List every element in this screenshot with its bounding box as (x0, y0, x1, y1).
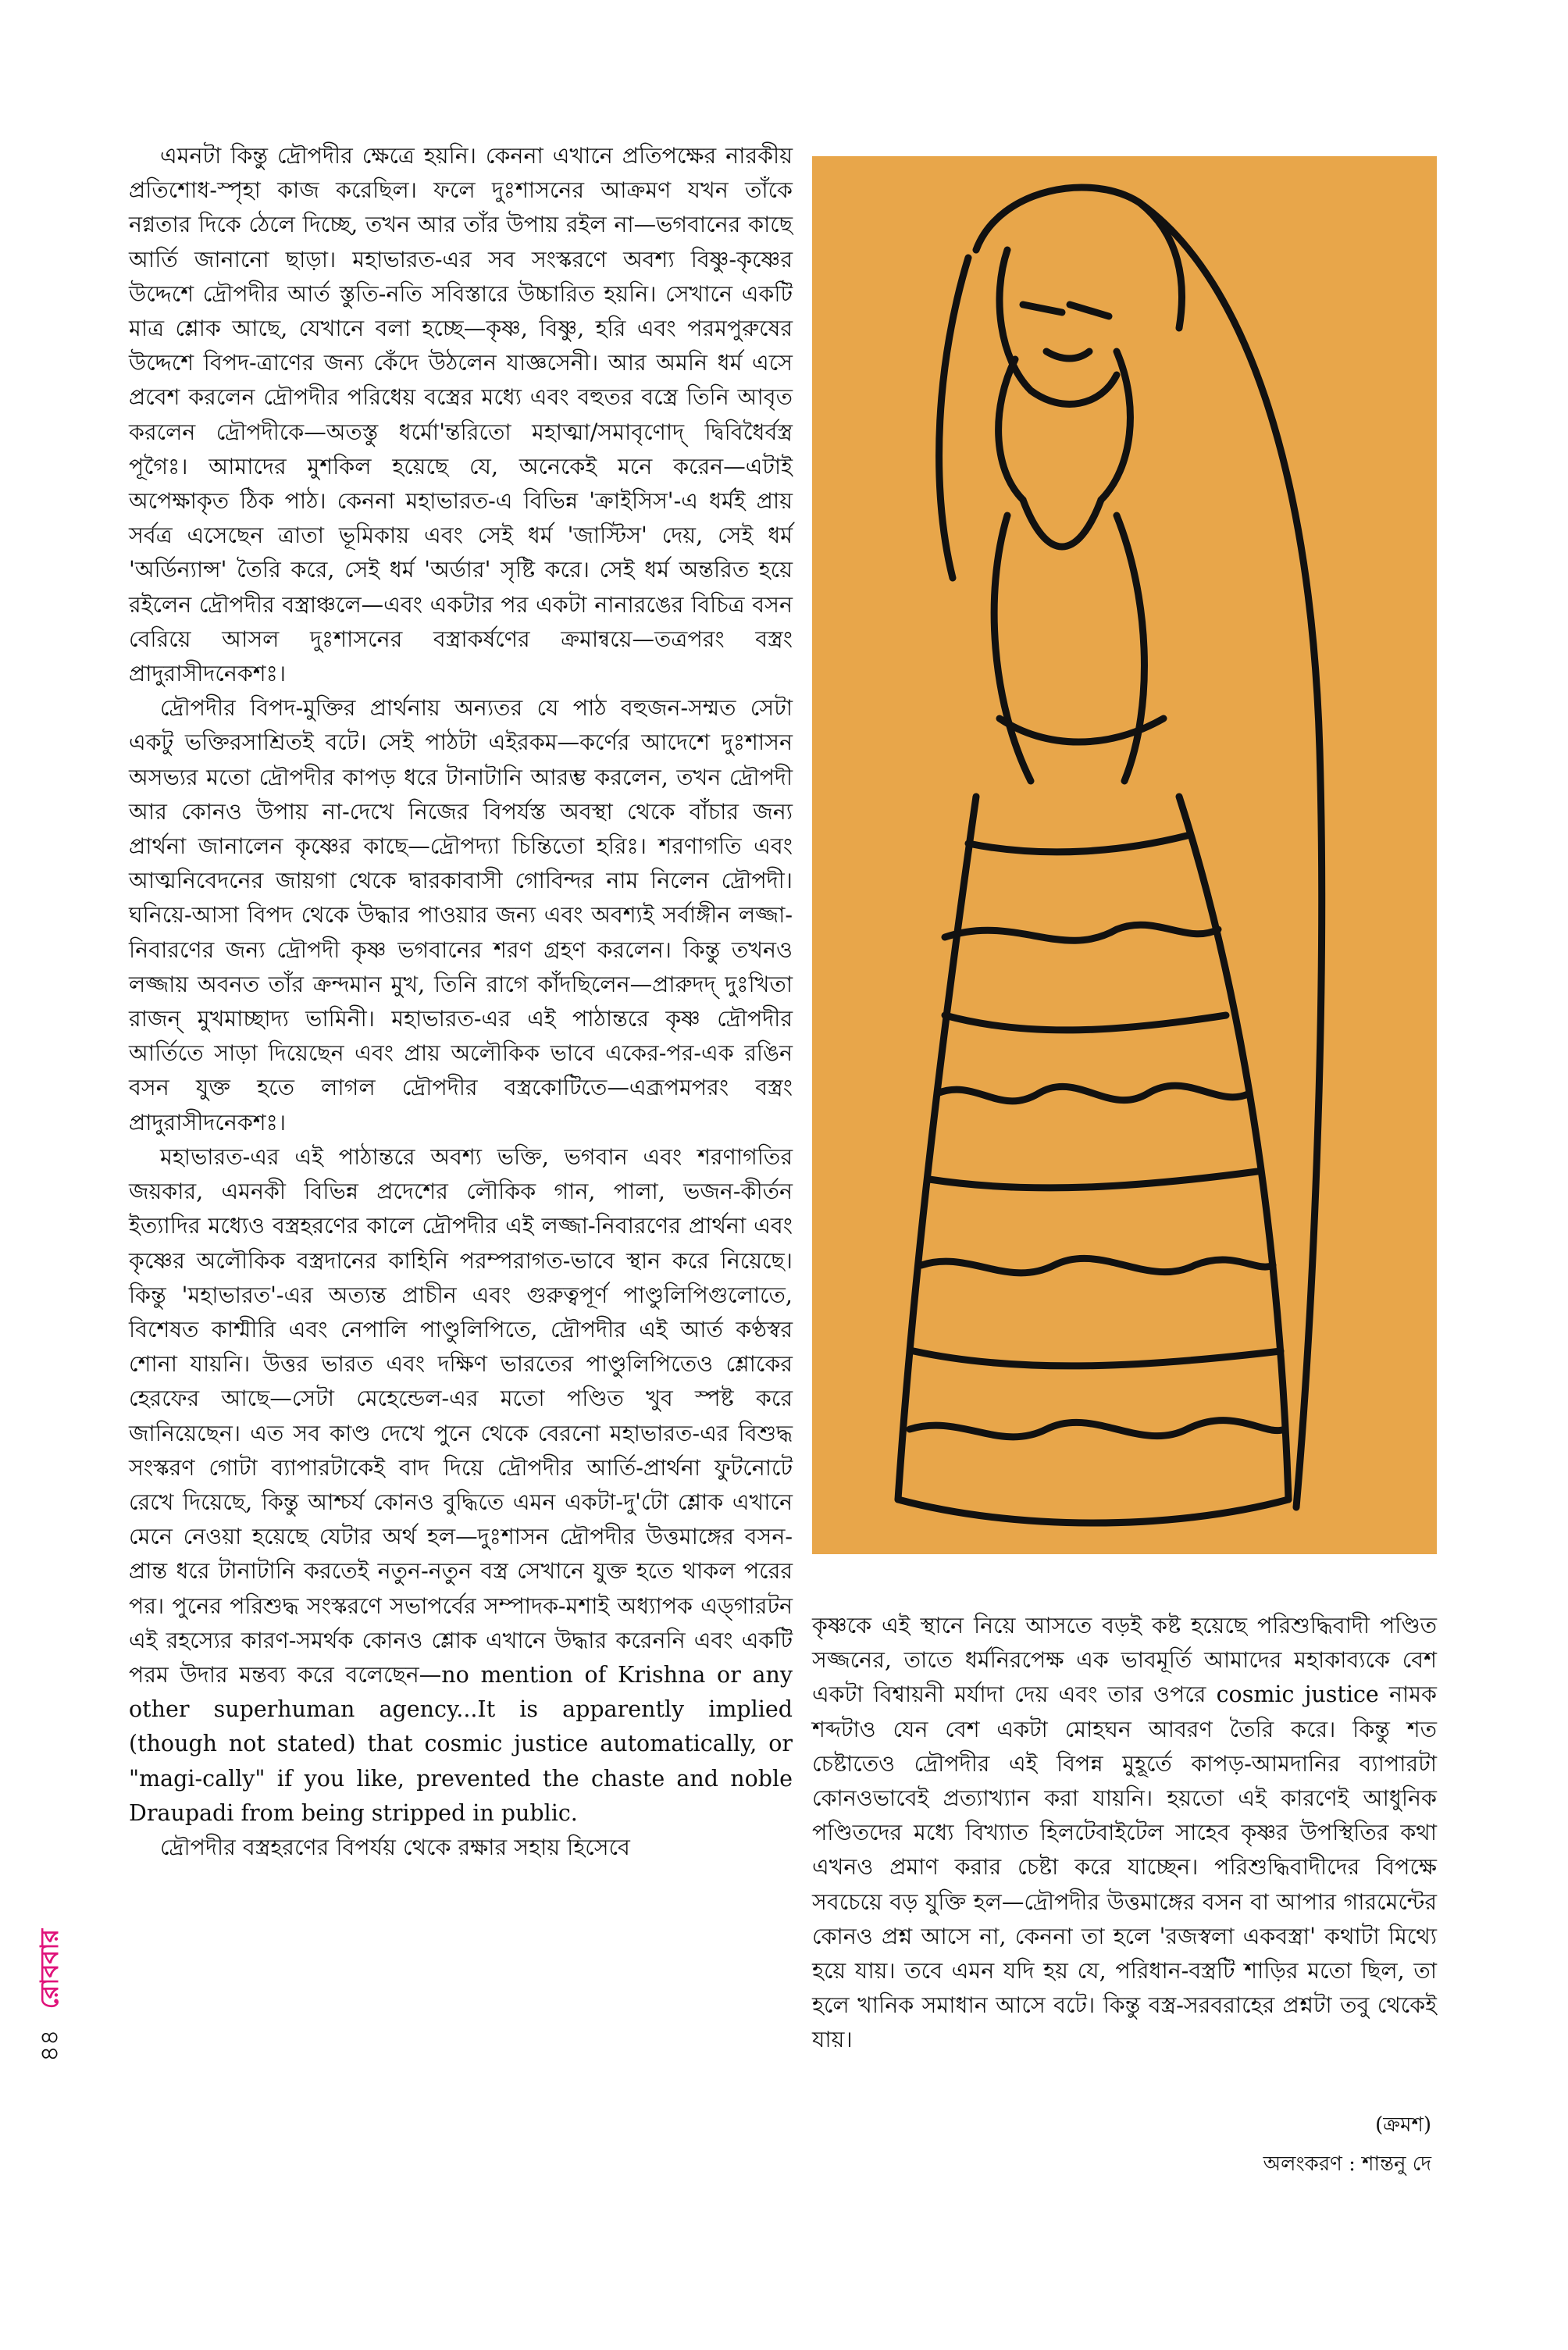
paragraph-3: মহাভারত-এর এই পাঠান্তরে অবশ্য ভক্তি, ভগবান এবং শরণাগতির জয়কার, এমনকী বিভিন্ন প্রদেশের লৌকিক গান, পালা, ভজন-কীর্তন ইত্যাদির মধ্যেও বস্ত্রহরণের কালে দ্রৌপদীর এই লজ্জা-নিবারণের প্রার্থনা এবং কৃষ্ণের অলৌকিক বস্ত্রদানের কাহিনি পরম্পরাগত-ভাবে স্থান করে নিয়েছে। কিন্তু 'মহাভারত'-এর অত্যন্ত প্রাচীন এবং গুরুত্বপূর্ণ পাণ্ডুলিপিগুলোতে, বিশেষত কাশ্মীরি এবং নেপালি পাণ্ডুলিপিতে, দ্রৌপদীর এই আর্ত কণ্ঠস্বর শোনা যায়নি। উত্তর ভারত এবং দক্ষিণ ভারতের পাণ্ডুলিপিতেও শ্লোকের হেরফের আছে—সেটা মেহেন্ডেল-এর মতো পণ্ডিত খুব স্পষ্ট করে জানিয়েছেন। এত সব কাণ্ড দেখে পুনে থেকে বেরনো মহাভারত-এর বিশুদ্ধ সংস্করণ গোটা ব্যাপারটাকেই বাদ দিয়ে দ্রৌপদীর আর্তি-প্রার্থনা ফুটনোটে রেখে দিয়েছে, কিন্তু আশ্চর্য কোনও বুদ্ধিতে এমন একটা-দু'টো শ্লোক এখানে মেনে নেওয়া হয়েছে যেটার অর্থ হল—দুঃশাসন দ্রৌপদীর উত্তমাঙ্গের বসন-প্রান্ত ধরে টানাটানি করতেই নতুন-নতুন বস্ত্র সেখানে যুক্ত হতে থাকল পরের পর। পুনের পরিশুদ্ধ সংস্করণে সভাপর্বের সম্পাদক-মশাই অধ্যাপক এড্‌গারটন এই রহস্যের কারণ-সমর্থক কোনও শ্লোক এখানে উদ্ধার করেননি এবং একটি পরম উদার মন্তব্য করে বলেছেন—no mention of Krishna or any other superhuman agency...It is apparently implied (though not stated) that cosmic justice automatically, or "magi-cally" if you like, prevented the chaste and noble Draupadi from being stripped in public. (129, 1143, 793, 1826)
continuation-paragraph: কৃষ্ণকে এই স্থানে নিয়ে আসতে বড়ই কষ্ট হয়েছে পরিশুদ্ধিবাদী পণ্ডিত সজ্জনের, তাতে ধর্মনিরপেক্ষ এক ভাবমূর্তি আমাদের মহাকাব্যকে বেশ একটা বিশ্বায়নী মর্যাদা দেয় এবং তার ওপরে cosmic justice নামক শব্দটাও যেন বেশ একটা মোহঘন আবরণ তৈরি করে। কিন্তু শত চেষ্টাতেও দ্রৌপদীর এই বিপন্ন মুহূর্তে কাপড়-আমদানির ব্যাপারটা কোনওভাবেই প্রত্যাখ্যান করা যায়নি। হয়তো এই কারণেই আধুনিক পণ্ডিতদের মধ্যে বিখ্যাত হিলটেবাইটেল সাহেব কৃষ্ণর উপস্থিতির কথা এখনও প্রমাণ করার চেষ্টা করে যাচ্ছেন। পরিশুদ্ধিবাদীদের বিপক্ষে সবচেয়ে বড় যুক্তি হল—দ্রৌপদীর উত্তমাঙ্গের বসন বা আপার গারমেন্টের কোনও প্রশ্ন আসে না, কেননা তা হলে 'রজস্বলা একবস্ত্রা' কথাটা মিথ্যে হয়ে যায়। তবে এমন যদি হয় যে, পরিধান-বস্ত্রটি শাড়ির মতো ছিল, তা হলে খানিক সমাধান আসে বটে। কিন্তু বস্ত্র-সরবরাহের প্রশ্নটা তবু থেকেই যায়। (812, 1613, 1437, 2053)
page-number: ৪৪ (34, 2029, 64, 2062)
publication-name: রোববার (34, 1928, 64, 2009)
continued-label: (ক্রমশ) (1375, 2113, 1431, 2137)
page-folio (30, 1929, 72, 2062)
paragraph-2: দ্রৌপদীর বিপদ-মুক্তির প্রার্থনায় অন্যতর যে পাঠ বহুজন-সম্মত সেটা একটু ভক্তিরসাশ্রিতই বটে। সেই পাঠটা এইরকম—কর্ণের আদেশে দুঃশাসন অসভ্যর মতো দ্রৌপদীর কাপড় ধরে টানাটানি আরম্ভ করলেন, তখন দ্রৌপদী আর কোনও উপায় না-দেখে নিজের বিপর্যস্ত অবস্থা থেকে বাঁচার জন্য প্রার্থনা জানালেন কৃষ্ণের কাছে—দ্রৌপদ্যা চিন্তিতো হরিঃ। শরণাগতি এবং আত্মনিবেদনের জায়গা থেকে দ্বারকাবাসী গোবিন্দর নাম নিলেন দ্রৌপদী। ঘনিয়ে-আসা বিপদ থেকে উদ্ধার পাওয়ার জন্য এবং অবশ্যই সর্বাঙ্গীন লজ্জা-নিবারণের জন্য দ্রৌপদী কৃষ্ণ ভগবানের শরণ গ্রহণ করলেন। কিন্তু তখনও লজ্জায় অবনত তাঁর ক্রন্দমান মুখ, তিনি রাগে কাঁদছিলেন—প্রারুদদ্ দুঃখিতা রাজন্ মুখমাচ্ছাদ্য ভামিনী। মহাভারত-এর এই পাঠান্তরে কৃষ্ণ দ্রৌপদীর আর্তিতে সাড়া দিয়েছেন এবং প্রায় অলৌকিক ভাবে একের-পর-এক রঙিন বসন যুক্ত হতে লাগল দ্রৌপদীর বস্ত্রকোটিতে—এব্রূপমপরং বস্ত্রং প্রাদুরাসীদনেকশঃ। (129, 695, 793, 1136)
article-right-column (812, 1609, 1437, 2058)
paragraph-1: এমনটা কিন্তু দ্রৌপদীর ক্ষেত্রে হয়নি। কেননা এখানে প্রতিপক্ষের নারকীয় প্রতিশোধ-স্পৃহা কাজ করেছিল। ফলে দুঃশাসনের আক্রমণ যখন তাঁকে নগ্নতার দিকে ঠেলে দিচ্ছে, তখন আর তাঁর উপায় রইল না—ভগবানের কাছে আর্তি জানানো ছাড়া। মহাভারত-এর সব সংস্করণে অবশ্য বিষ্ণু-কৃষ্ণের উদ্দেশে দ্রৌপদীর আর্ত স্তুতি-নতি সবিস্তারে উচ্চারিত হয়নি। সেখানে একটি মাত্র শ্লোক আছে, যেখানে বলা হচ্ছে—কৃষ্ণ, বিষ্ণু, হরি এবং পরমপুরুষের উদ্দেশে বিপদ-ত্রাণের জন্য কেঁদে উঠলেন যাজ্ঞসেনী। আর অমনি ধর্ম এসে প্রবেশ করলেন দ্রৌপদীর পরিধেয় বস্ত্রের মধ্যে এবং বহুতর বস্ত্রে তিনি আবৃত করলেন দ্রৌপদীকে—অতস্তু ধর্মো'ন্তরিতো মহাত্মা/সমাবৃণোদ্ দ্বিবিধৈর্বস্ত্র পূগৈঃ। আমাদের মুশকিল হয়েছে যে, অনেকেই মনে করেন—এটাই অপেক্ষাকৃত ঠিক পাঠ। কেননা মহাভারত-এ বিভিন্ন 'ক্রাইসিস'-এ ধর্মই প্রায় সর্বত্র এসেছেন ত্রাতা ভূমিকায় এবং সেই ধর্ম 'জাস্টিস' দেয়, সেই ধর্ম 'অর্ডিন্যান্স' তৈরি করে, সেই ধর্ম 'অর্ডার' সৃষ্টি করে। সেই ধর্ম অন্তরিত হয়ে রইলেন দ্রৌপদীর বস্ত্রাঞ্চলে—এবং একটার পর একটা নানারঙের বিচিত্র বসন বেরিয়ে আসল দুঃশাসনের বস্ত্রাকর্ষণের ক্রমান্বয়ে—তত্রপরং বস্ত্রং প্রাদুরাসীদনেকশঃ। (129, 143, 793, 687)
draupadi-drawing (812, 156, 1437, 1554)
draupadi-illustration (812, 156, 1437, 1554)
illustration-credit: অলংকরণ : শান্তনু দে (1263, 2152, 1431, 2176)
article-left-column (129, 139, 793, 1865)
paragraph-4: দ্রৌপদীর বস্ত্রহরণের বিপর্যয় থেকে রক্ষার সহায় হিসেবে (160, 1834, 630, 1860)
